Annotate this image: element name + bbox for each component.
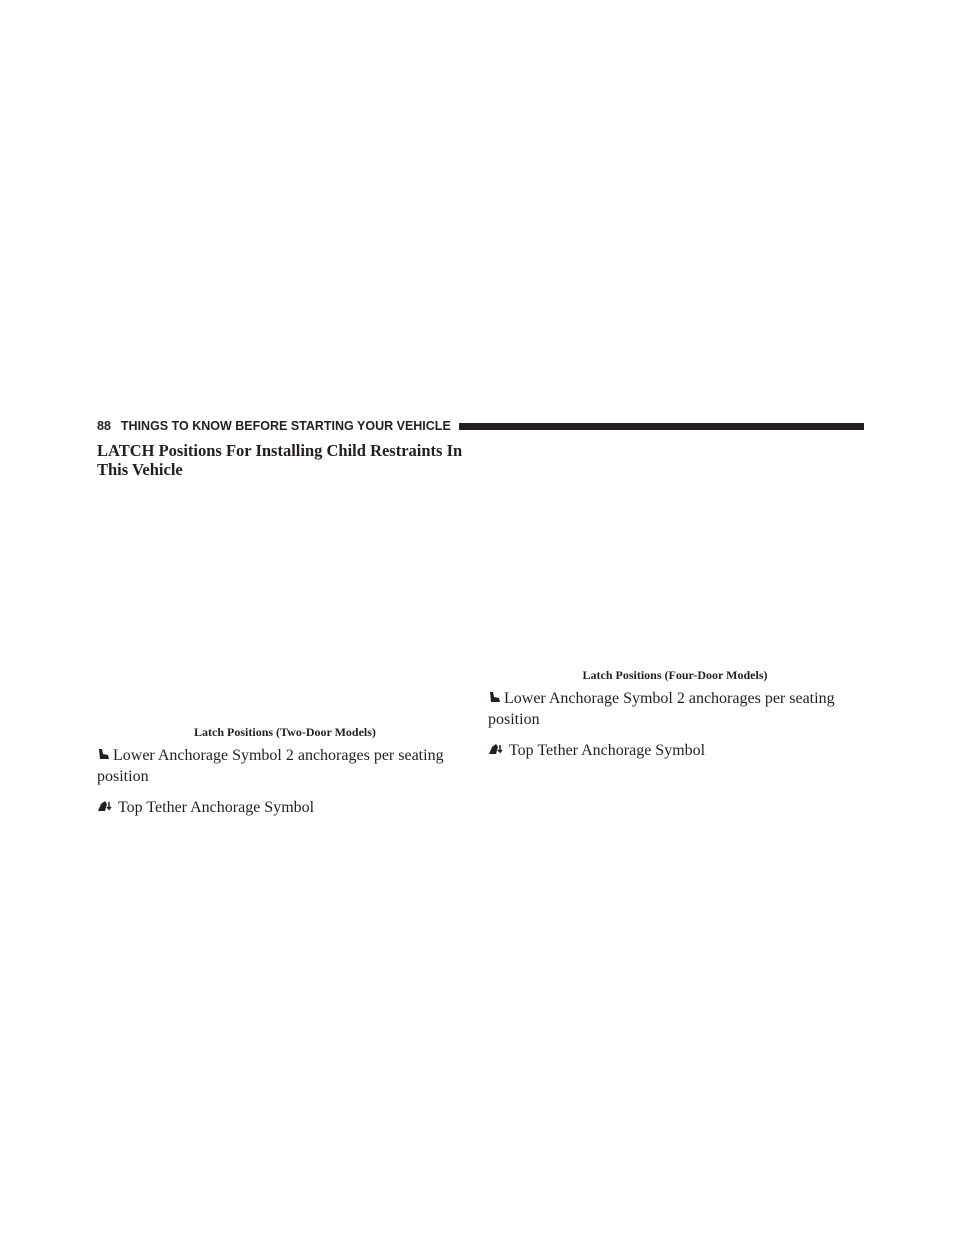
- section-title: THINGS TO KNOW BEFORE STARTING YOUR VEHICLE: [120, 419, 451, 433]
- two-door-legend: [97, 746, 477, 830]
- two-door-caption: Latch Positions (Two-Door Models): [194, 725, 376, 739]
- lower-anchorage-icon: [488, 690, 501, 710]
- two-door-lower-anchorage-text: Lower Anchorage Symbol 2 anchorages per seating position: [97, 747, 444, 785]
- four-door-lower-anchorage-text: Lower Anchorage Symbol 2 anchorages per seating position: [488, 690, 835, 728]
- top-tether-icon: [97, 799, 115, 819]
- four-door-legend: [488, 689, 868, 773]
- four-door-lower-anchorage-item: [488, 689, 868, 730]
- two-door-lower-anchorage-item: [97, 746, 477, 787]
- page-number: 88: [97, 419, 111, 433]
- top-tether-icon: [488, 742, 506, 762]
- four-door-caption: Latch Positions (Four-Door Models): [582, 668, 768, 682]
- section-heading: LATCH Positions For Installing Child Restraints In This Vehicle: [97, 441, 463, 479]
- two-door-top-tether-item: [97, 798, 477, 819]
- four-door-top-tether-item: [488, 741, 868, 762]
- lower-anchorage-icon: [97, 747, 110, 767]
- two-door-top-tether-text: Top Tether Anchorage Symbol: [118, 799, 315, 816]
- four-door-top-tether-text: Top Tether Anchorage Symbol: [509, 742, 706, 759]
- page-header: [97, 418, 864, 434]
- header-rule: [459, 423, 864, 430]
